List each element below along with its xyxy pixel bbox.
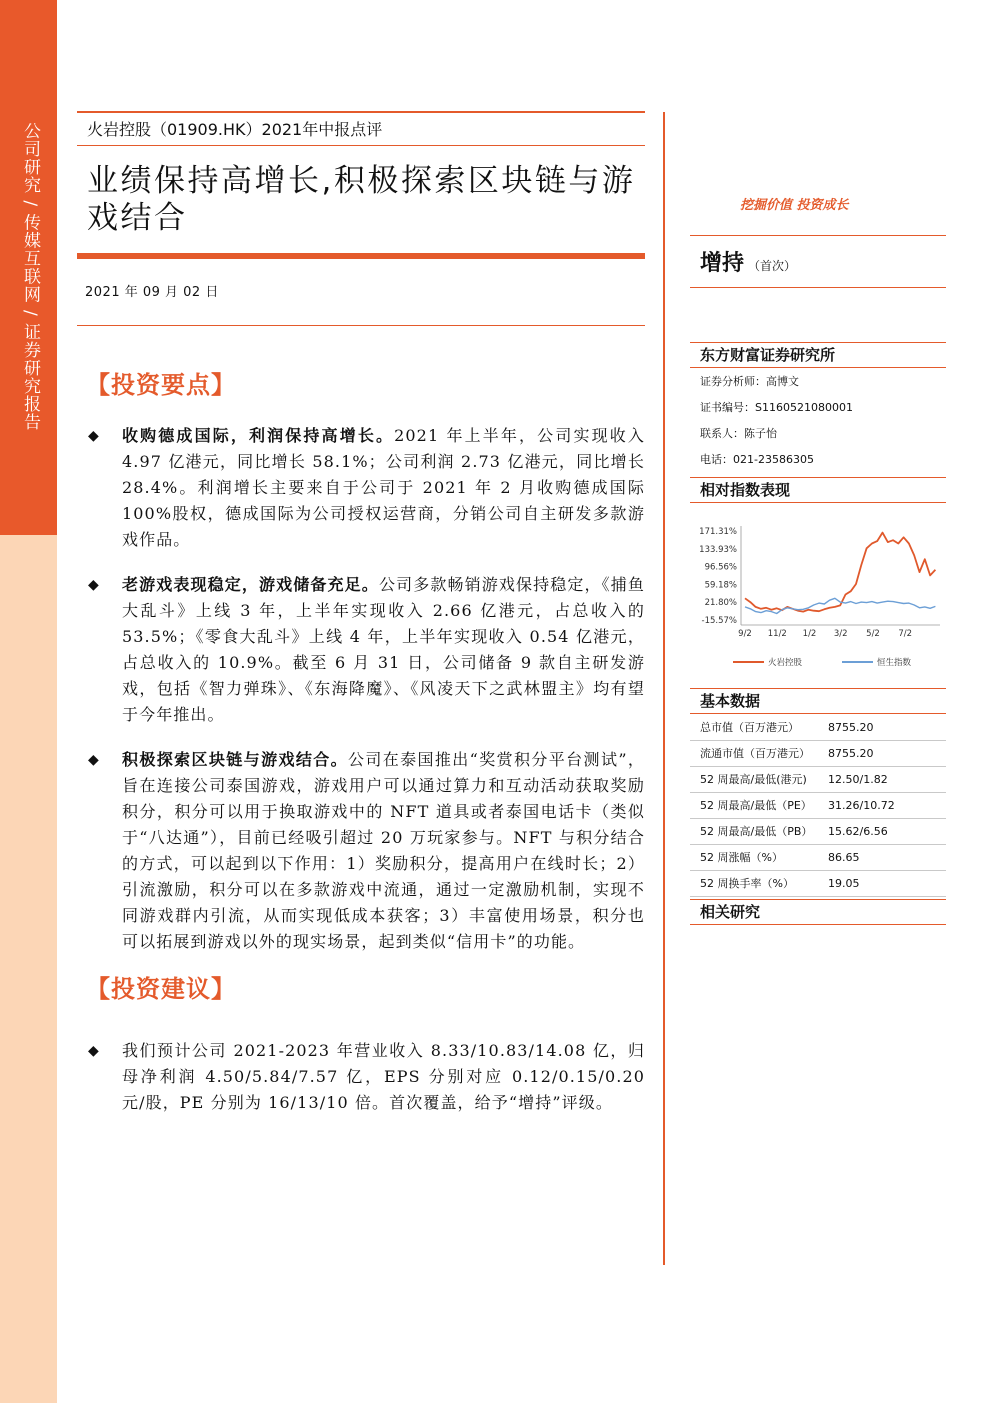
rating-rule-bottom	[690, 287, 946, 288]
row-label: 52 周换手率（%）	[700, 877, 794, 890]
table-row	[690, 793, 946, 819]
diamond-bullet-icon: ◆	[88, 428, 99, 444]
main-content	[88, 370, 645, 1135]
row-value: 8755.20	[828, 747, 874, 760]
legend-label: 恒生指数	[877, 658, 912, 668]
y-tick-label: 133.93%	[699, 544, 737, 555]
table-row	[690, 715, 946, 741]
y-tick-label: 59.18%	[704, 580, 737, 591]
bullet-body: 我们预计公司 2021-2023 年营业收入 8.33/10.83/14.08 亿，归母净利润 4.50/5.84/7.57 亿，EPS 分别对应 0.12/0.15/0.20 元/股，PE 分别为 16/13/10 倍。首次覆盖，给予“增持”评级。	[122, 1041, 645, 1112]
slogan: 挖掘价值 投资成长	[740, 198, 849, 213]
phone-number: 电话：021-23586305	[700, 453, 814, 466]
page-title: 业绩保持高增长,积极探索区块链与游戏结合	[87, 163, 636, 236]
investment-point	[88, 572, 645, 728]
report-category-label: 公司研究 / 传媒互联网 / 证券研究报告	[20, 122, 40, 432]
related-research-heading: 相关研究	[690, 899, 946, 925]
legend-label: 火岩控股	[768, 658, 803, 668]
x-tick-label: 9/2	[738, 629, 752, 639]
contact-person: 联系人：陈子怡	[700, 427, 777, 440]
bullet-text	[122, 747, 645, 955]
bullet-lead: 积极探索区块链与游戏结合。	[122, 750, 348, 769]
bullet-text	[122, 1038, 645, 1116]
row-value: 12.50/1.82	[828, 773, 888, 786]
header-rule-sub	[77, 145, 645, 146]
certificate-number: 证书编号：S1160521080001	[700, 401, 853, 414]
relative-index-heading: 相对指数表现	[690, 477, 946, 503]
row-value: 86.65	[828, 851, 860, 864]
relative-index-chart	[690, 512, 946, 682]
x-tick-label: 11/2	[767, 629, 787, 639]
investment-point	[88, 423, 645, 553]
bullet-body: 公司在泰国推出“奖赏积分平台测试”，旨在连接公司泰国游戏，游戏用户可以通过算力和互动活动获取奖励积分，积分可以用于换取游戏中的 NFT 道具或者泰国电话卡（类似于“八达通”），目前已经吸引超过 20 万玩家参与。NFT 与积分结合的方式，可以起到以下作用：1）奖励积分，提高用户在线时长；2）引流激励，积分可以在多款游戏中流通，通过一定激励机制，实现不同游戏群内引流，从而实现低成本获客；3）丰富使用场景，积分也可以拓展到游戏以外的现实场景，起到类似“信用卡”的功能。	[122, 750, 645, 951]
report-subject: 火岩控股（01909.HK）2021年中报点评	[87, 120, 383, 139]
row-label: 总市值（百万港元）	[700, 721, 799, 734]
column-divider	[663, 112, 665, 1265]
basic-data-heading: 基本数据	[690, 688, 946, 714]
relative-index-chart-svg	[690, 512, 946, 682]
row-label: 52 周涨幅（%）	[700, 851, 783, 864]
investment-points-heading: 【投资要点】	[86, 371, 236, 399]
investment-advice-item	[88, 1038, 645, 1116]
row-label: 52 周最高/最低（PB）	[700, 825, 813, 838]
row-value: 19.05	[828, 877, 860, 890]
diamond-bullet-icon: ◆	[88, 1043, 99, 1059]
bullet-body: 2021 年上半年，公司实现收入 4.97 亿港元，同比增长 58.1%；公司利润 2.73 亿港元，同比增长 28.4%。利润增长主要来自于公司于 2021 年 2 月收购德成国际 100%股权，德成国际为公司授权运营商，分销公司自主研发多款游戏作品。	[122, 426, 645, 549]
institute-heading: 东方财富证券研究所	[690, 342, 946, 368]
analyst-name: 证券分析师：高博文	[700, 375, 799, 388]
title-bar	[77, 253, 645, 259]
header-rule-top	[77, 111, 645, 113]
row-value: 15.62/6.56	[828, 825, 888, 838]
y-tick-label: 21.80%	[704, 598, 737, 609]
bullet-lead: 收购德成国际，利润保持高增长。	[122, 426, 395, 445]
y-tick-label: 171.31%	[699, 527, 737, 537]
report-date: 2021 年 09 月 02 日	[85, 285, 219, 300]
investment-point	[88, 747, 645, 955]
investment-advice-heading: 【投资建议】	[86, 975, 236, 1003]
row-label: 流通市值（百万港元）	[700, 747, 810, 760]
rating-block	[700, 250, 796, 278]
bullet-text	[122, 572, 645, 728]
contact-list	[700, 369, 946, 473]
rating-rule-top	[690, 235, 946, 236]
diamond-bullet-icon: ◆	[88, 752, 99, 768]
basic-data-table	[690, 715, 946, 897]
table-row	[690, 845, 946, 871]
table-row	[690, 871, 946, 897]
date-rule	[77, 325, 645, 326]
bullet-lead: 老游戏表现稳定，游戏储备充足。	[122, 575, 379, 594]
row-value: 31.26/10.72	[828, 799, 895, 812]
x-tick-label: 5/2	[866, 629, 880, 639]
rating-note: （首次）	[748, 259, 797, 273]
table-row	[690, 767, 946, 793]
rating-value: 增持	[700, 251, 745, 276]
x-tick-label: 7/2	[898, 629, 913, 639]
x-tick-label: 1/2	[802, 629, 817, 639]
x-tick-label: 3/2	[833, 629, 848, 639]
sidebar-band-bottom	[0, 535, 57, 1403]
bullet-text	[122, 423, 645, 553]
diamond-bullet-icon: ◆	[88, 577, 99, 593]
table-row	[690, 741, 946, 767]
bullet-body: 公司多款畅销游戏保持稳定，《捕鱼大乱斗》上线 3 年，上半年实现收入 2.66 亿港元，占总收入的 53.5%；《零食大乱斗》上线 4 年，上半年实现收入 0.54 亿港元，占总收入的 10.9%。截至 6 月 31 日，公司储备 9 款自主研发游戏，包括《智力弹珠》、《东海降魔》、《风凌天下之武林盟主》均有望于今年推出。	[122, 575, 645, 724]
row-value: 8755.20	[828, 721, 874, 734]
y-tick-label: 96.56%	[704, 562, 737, 573]
table-row	[690, 819, 946, 845]
y-tick-label: -15.57%	[701, 616, 737, 626]
row-label: 52 周最高/最低(港元)	[700, 773, 807, 786]
row-label: 52 周最高/最低（PE）	[700, 799, 812, 812]
series-line-huoyan-holdings	[745, 533, 935, 612]
